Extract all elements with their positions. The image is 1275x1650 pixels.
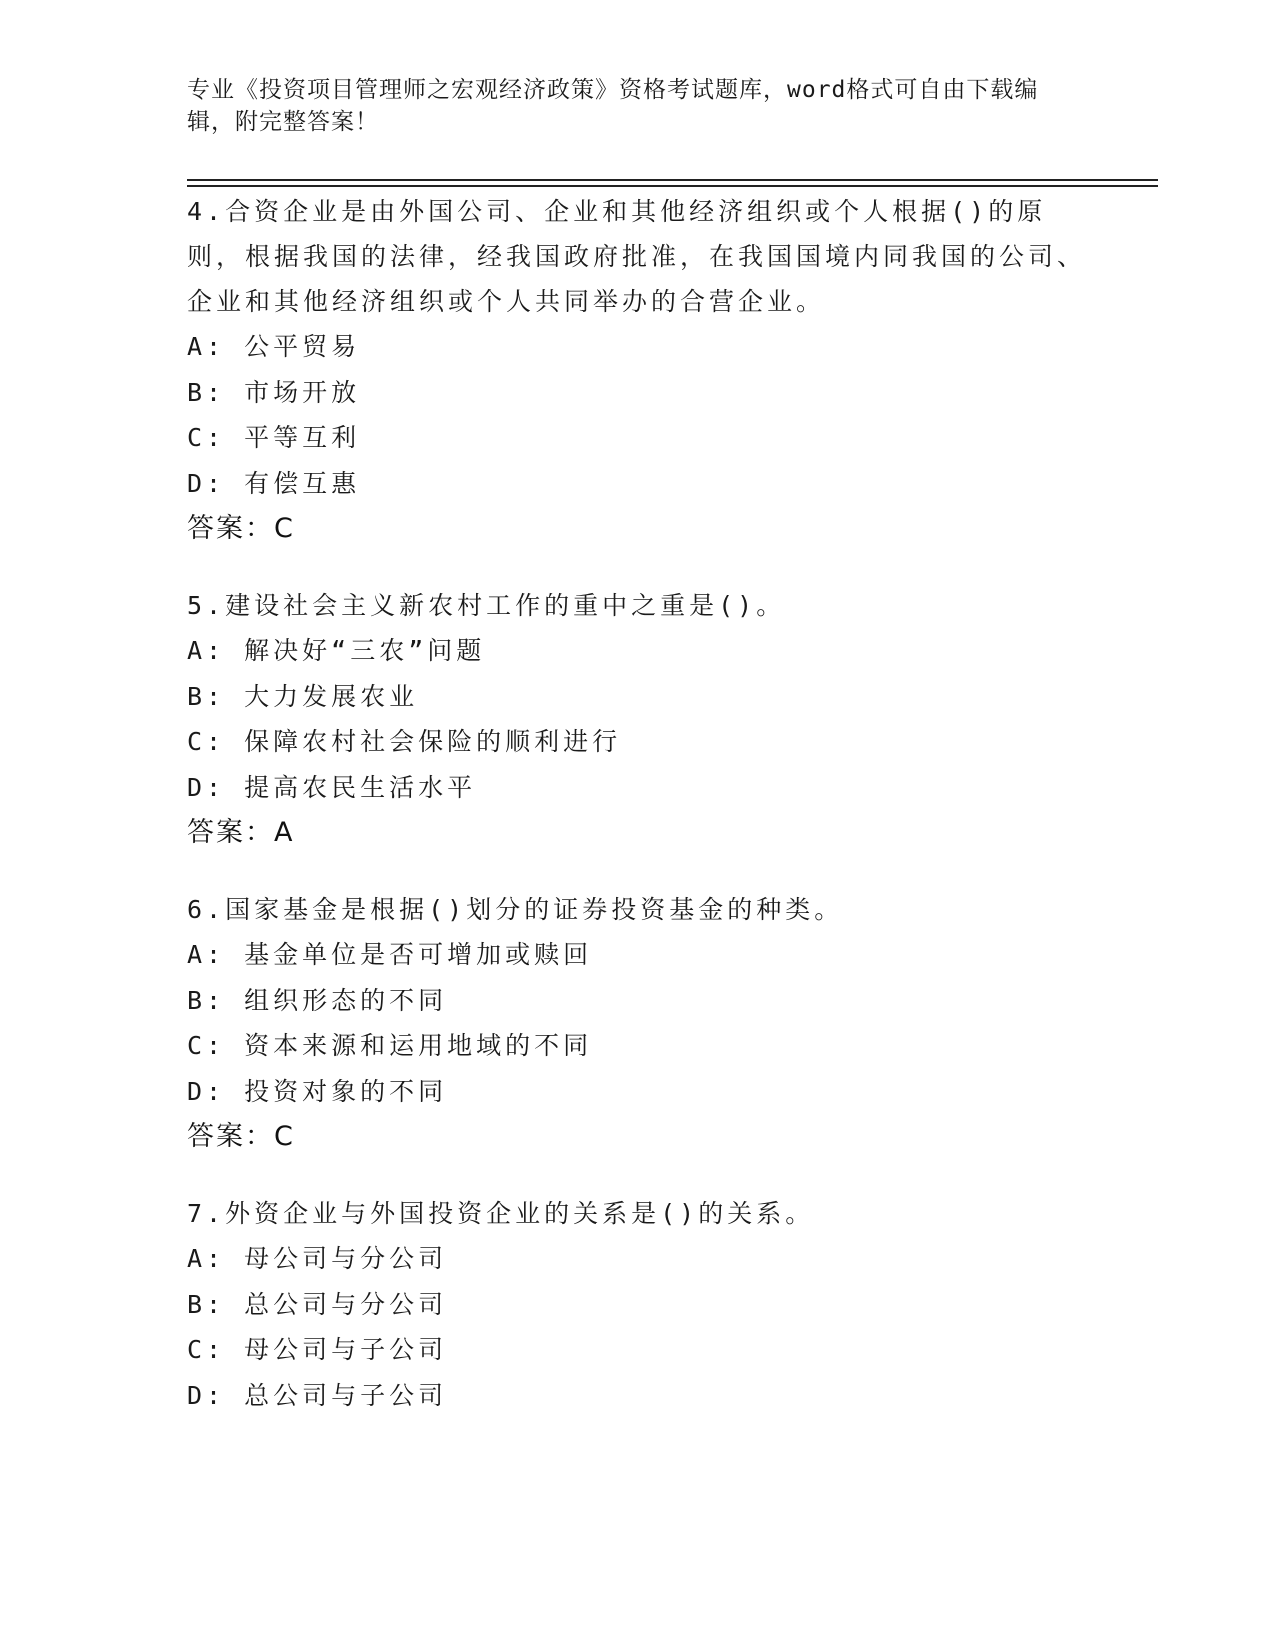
question-option-c: C: 资本来源和运用地域的不同 [187, 1031, 593, 1060]
question-option-b: B: 大力发展农业 [187, 681, 419, 711]
question-option-d: D: 投资对象的不同 [187, 1076, 448, 1106]
question-option-b: B: 总公司与分公司 [187, 1289, 448, 1319]
question-option-d: D: 提高农民生活水平 [187, 772, 477, 802]
question-stem: 5.建设社会主义新农村工作的重中之重是()。 [187, 591, 786, 620]
question-item [187, 887, 1087, 1159]
question-option-d: D: 有偿互惠 [187, 468, 361, 498]
question-option-b: B: 组织形态的不同 [187, 985, 448, 1015]
question-stem: 7.外资企业与外国投资企业的关系是()的关系。 [187, 1199, 815, 1228]
question-option-a: A: 基金单位是否可增加或赎回 [187, 940, 593, 969]
header-divider-top [187, 179, 1158, 181]
question-option-d: D: 总公司与子公司 [187, 1380, 448, 1410]
question-item [187, 189, 1087, 551]
question-stem: 6.国家基金是根据()划分的证券投资基金的种类。 [187, 895, 844, 924]
question-stem: 4.合资企业是由外国公司、企业和其他经济组织或个人根据()的原则，根据我国的法律，经我国政府批准，在我国国境内同我国的公司、企业和其他经济组织或个人共同举办的合营企业。 [187, 197, 1087, 316]
question-option-a: A: 解决好“三农”问题 [187, 636, 486, 665]
question-option-a: A: 母公司与分公司 [187, 1244, 448, 1273]
question-item [187, 583, 1087, 855]
question-answer: 答案：C [187, 513, 295, 544]
question-option-a: A: 公平贸易 [187, 332, 361, 361]
question-option-c: C: 平等互利 [187, 423, 361, 452]
header-divider-bottom [187, 185, 1158, 187]
question-option-c: C: 母公司与子公司 [187, 1335, 448, 1364]
question-option-c: C: 保障农村社会保险的顺利进行 [187, 727, 622, 756]
question-list [187, 189, 1087, 1450]
question-item [187, 1191, 1087, 1418]
question-answer: 答案：C [187, 1121, 295, 1152]
document-header-intro: 专业《投资项目管理师之宏观经济政策》资格考试题库，word格式可自由下载编辑，附完整答案！ [187, 77, 1039, 135]
question-option-b: B: 市场开放 [187, 377, 361, 407]
question-answer: 答案：A [187, 817, 295, 848]
